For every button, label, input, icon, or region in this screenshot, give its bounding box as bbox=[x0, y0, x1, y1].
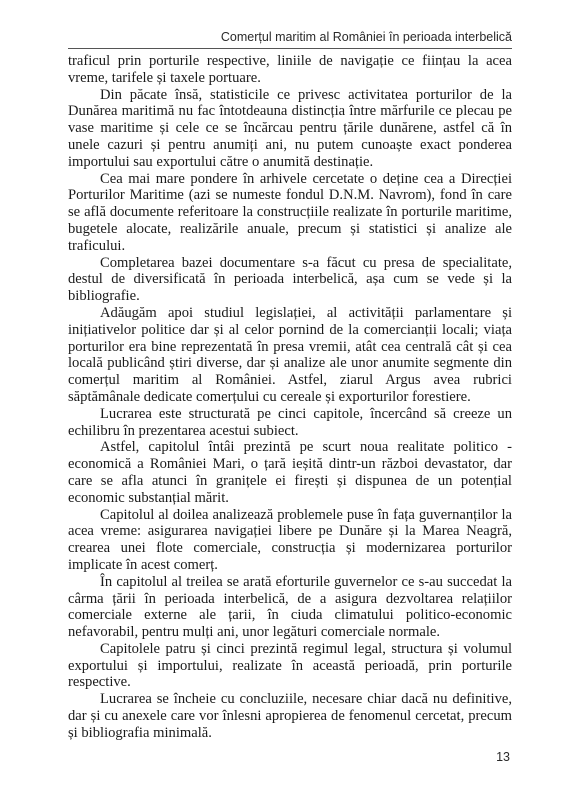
paragraph-structure: Lucrarea este structurată pe cinci capitole, încercând să creeze un echilibru în prezentarea acestui subiect. bbox=[68, 405, 512, 439]
paragraph-legislation: Adăugăm apoi studiul legislației, al activității parlamentare și inițiativelor politice dar și al celor pornind de la comercianții locali; viața porturilor era bine reprezentată în presa vremii, atât cea centrală cât și cea locală publicând știri diverse, dar și analize ale unor anumite segmente din comerțul maritim al României. Astfel, ziarul Argus avea rubrici săptămânale dedicate comerțului cu cereale și exporturilor forestiere. bbox=[68, 304, 512, 405]
paragraph-chapter-one: Astfel, capitolul întâi prezintă pe scurt noua realitate politico - economică a României Mari, o țară ieșită dintr-un război devastator, dar care se afla atunci în granițele ei firești și dispunea de un potențial economic substanțial mărit. bbox=[68, 439, 512, 506]
paragraph-press: Completarea bazei documentare s-a făcut cu presa de specialitate, destul de diversificată în perioada interbelică, așa cum se vede și la bibliografie. bbox=[68, 254, 512, 305]
paragraph-chapters-four-five: Capitolele patru și cinci prezintă regimul legal, structura și volumul exportului și importului, realizate în această perioadă, prin porturile respective. bbox=[68, 640, 512, 691]
running-header: Comerțul maritim al României în perioada interbelică bbox=[220, 30, 512, 44]
paragraph-continuation: traficul prin porturile respective, liniile de navigație ce ființau la acea vreme, tarifele și taxele portuare. bbox=[68, 53, 512, 86]
body-text bbox=[68, 53, 512, 742]
paragraph-archives: Cea mai mare pondere în arhivele cercetate o deține cea a Direcției Porturilor Maritime (azi se numeste fondul D.N.M. Navrom), fond în care se află documente referitoare la construcțiile realizate în porturile maritime, bugetele alocate, realizările anuale, precum și statistici și analize ale traficului. bbox=[68, 170, 512, 254]
paragraph-chapter-two: Capitolul al doilea analizează problemele puse în fața guvernanților la acea vreme: asigurarea navigației libere pe Dunăre și la Marea Neagră, crearea unei flote comerciale, construcția și modernizarea porturilor implicate în acest comerț. bbox=[68, 506, 512, 573]
paragraph-statistics: Din păcate însă, statisticile ce privesc activitatea porturilor de la Dunărea maritimă nu fac întotdeauna distincția între mărfurile ce plecau pe vase maritime și cele ce se încărcau pentru țările dunărene, astfel că în unele cazuri și pentru anumiți ani, nu putem cunoaște exact ponderea importului sau exportului către o anumită destinație. bbox=[68, 86, 512, 170]
page-number: 13 bbox=[496, 750, 510, 764]
header-rule bbox=[68, 48, 512, 49]
paragraph-chapter-three: În capitolul al treilea se arată eforturile guvernelor ce s-au succedat la cârma țării în perioada interbelică, de a asigura dezvoltarea relațiilor comerciale externe ale țarii, în ciuda climatului politico-economic nefavorabil, pentru mulți ani, unor legături comerciale normale. bbox=[68, 573, 512, 641]
paragraph-conclusions: Lucrarea se încheie cu concluziile, necesare chiar dacă nu definitive, dar și cu anexele care vor înlesni apropierea de fenomenul cercetat, precum și bibliografia minimală. bbox=[68, 691, 512, 741]
